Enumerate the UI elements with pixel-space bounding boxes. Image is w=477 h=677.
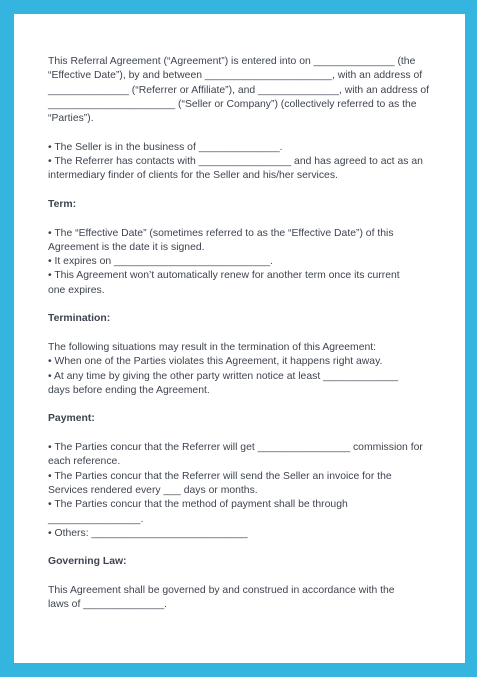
intro-line: “Parties”). [48, 113, 94, 125]
term-line: • The “Effective Date” (sometimes referred to as the “Effective Date”) of this [48, 227, 394, 239]
termination-section [48, 341, 445, 398]
intro-line: “Effective Date”), by and between ______________________, with an address of [48, 70, 423, 82]
term-line: one expires. [48, 284, 105, 296]
term-heading: Term: [48, 198, 77, 210]
termination-heading: Termination: [48, 313, 111, 325]
termination-line: • When one of the Parties violates this Agreement, it happens right away. [48, 356, 383, 368]
termination-line: • At any time by giving the other party written notice at least _____________ [48, 370, 399, 382]
governing-law-line: laws of ______________. [48, 599, 168, 611]
intro-line: This Referral Agreement (“Agreement”) is entered into on ______________ (the [48, 56, 416, 67]
term-line: Agreement is the date it is signed. [48, 241, 205, 253]
governing-law-heading: Governing Law: [48, 556, 127, 568]
term-section [48, 227, 445, 298]
parties-line: • The Seller is in the business of ______________. [48, 141, 283, 153]
payment-line: • The Parties concur that the Referrer will send the Seller an invoice for the [48, 470, 392, 482]
payment-line: • Others: ___________________________ [48, 527, 248, 539]
intro-paragraph [48, 55, 445, 126]
term-line: • This Agreement won’t automatically renew for another term once its current [48, 270, 400, 282]
payment-line: • The Parties concur that the Referrer will get ________________ commission for [48, 442, 423, 454]
parties-line: intermediary finder of clients for the Seller and his/her services. [48, 170, 338, 182]
intro-line: ______________________ (“Seller or Company”) (collectively referred to as the [48, 98, 417, 110]
term-line: • It expires on ___________________________. [48, 256, 273, 268]
document-page [14, 14, 465, 663]
payment-line: • The Parties concur that the method of payment shall be through [48, 499, 348, 511]
parties-paragraph [48, 141, 445, 184]
parties-line: • The Referrer has contacts with ________________ and has agreed to act as an [48, 156, 423, 168]
payment-section [48, 441, 445, 541]
intro-line: ______________ (“Referrer or Affiliate”), and ______________, with an address of [48, 84, 430, 96]
termination-line: The following situations may result in the termination of this Agreement: [48, 341, 377, 353]
payment-line: each reference. [48, 456, 121, 468]
termination-line: days before ending the Agreement. [48, 384, 210, 396]
governing-law-line: This Agreement shall be governed by and construed in accordance with the [48, 584, 395, 596]
payment-heading: Payment: [48, 413, 95, 425]
governing-law-section [48, 584, 445, 613]
payment-line: ________________. [48, 513, 144, 525]
payment-line: Services rendered every ___ days or months. [48, 484, 258, 496]
